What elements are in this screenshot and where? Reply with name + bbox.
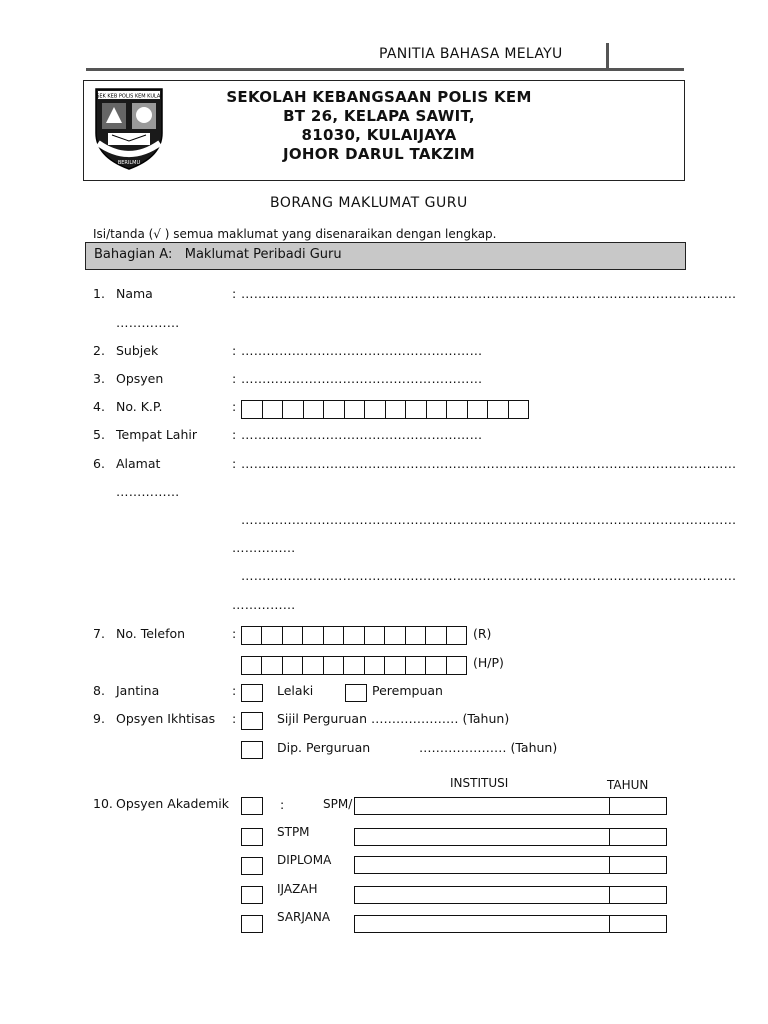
colon-ikhtisas: : bbox=[232, 711, 237, 726]
label-opsyen: Opsyen bbox=[116, 371, 164, 386]
header-divider bbox=[606, 43, 609, 71]
spm-institusi-input[interactable] bbox=[355, 798, 610, 814]
alamat-field-1[interactable]: ……………………………………………………………………………………………………… bbox=[241, 456, 737, 471]
nama-field-cont[interactable]: …………… bbox=[116, 315, 180, 330]
perempuan-checkbox[interactable] bbox=[345, 684, 367, 702]
sarjana-row[interactable] bbox=[354, 915, 667, 933]
diploma-institusi-input[interactable] bbox=[355, 857, 610, 873]
nama-field[interactable]: ……………………………………………………………………………………………………… bbox=[241, 286, 737, 301]
ijazah-checkbox[interactable] bbox=[241, 886, 263, 904]
school-address-2: 81030, KULAIJAYA bbox=[301, 126, 457, 144]
alamat-field-3[interactable]: ……………………………………………………………………………………………………… bbox=[241, 568, 737, 583]
sarjana-checkbox[interactable] bbox=[241, 915, 263, 933]
diploma-tahun-input[interactable] bbox=[610, 857, 666, 873]
school-crest-icon bbox=[92, 85, 166, 175]
dip-tahun-label: ………………… (Tahun) bbox=[419, 740, 558, 755]
nokp-cells[interactable] bbox=[241, 400, 529, 419]
diploma-label: DIPLOMA bbox=[277, 853, 332, 867]
telefon-r-label: (R) bbox=[473, 626, 492, 641]
diploma-row[interactable] bbox=[354, 856, 667, 874]
alamat-field-2[interactable]: ……………………………………………………………………………………………………… bbox=[241, 512, 737, 527]
colon-opsyen: : bbox=[232, 371, 237, 386]
num-2: 2. bbox=[93, 343, 105, 358]
alamat-field-1-cont[interactable]: …………… bbox=[116, 484, 180, 499]
stpm-checkbox[interactable] bbox=[241, 828, 263, 846]
telefon-hp-label: (H/P) bbox=[473, 655, 504, 670]
lelaki-label: Lelaki bbox=[277, 683, 314, 698]
spm-row[interactable] bbox=[354, 797, 667, 815]
label-nama: Nama bbox=[116, 286, 153, 301]
stpm-tahun-input[interactable] bbox=[610, 829, 666, 845]
crest-text: SEK KEB POLIS KEM KULAI bbox=[96, 93, 162, 100]
colon-tempat-lahir: : bbox=[232, 427, 237, 442]
telefon-hp-cells[interactable] bbox=[241, 656, 467, 675]
colon-subjek: : bbox=[232, 343, 237, 358]
ijazah-row[interactable] bbox=[354, 886, 667, 904]
school-address-1: BT 26, KELAPA SAWIT, bbox=[283, 107, 475, 125]
num-9: 9. bbox=[93, 711, 105, 726]
num-5: 5. bbox=[93, 427, 105, 442]
ijazah-tahun-input[interactable] bbox=[610, 887, 666, 903]
sarjana-label: SARJANA bbox=[277, 910, 331, 924]
colon-alamat: : bbox=[232, 456, 237, 471]
institusi-header: INSTITUSI bbox=[450, 776, 509, 790]
num-8: 8. bbox=[93, 683, 105, 698]
diploma-checkbox[interactable] bbox=[241, 857, 263, 875]
alamat-field-2-cont[interactable]: …………… bbox=[232, 540, 296, 555]
perempuan-label: Perempuan bbox=[372, 683, 443, 698]
dip-label: Dip. Perguruan bbox=[277, 740, 371, 755]
section-a-title: Bahagian A: Maklumat Peribadi Guru bbox=[94, 247, 342, 262]
subjek-field[interactable]: ………………………………………………… bbox=[241, 343, 483, 358]
stpm-row[interactable] bbox=[354, 828, 667, 846]
spm-label: SPM/ bbox=[323, 797, 353, 811]
sarjana-institusi-input[interactable] bbox=[355, 916, 610, 932]
panitia-label: PANITIA BAHASA MELAYU bbox=[379, 46, 563, 62]
label-ikhtisas: Opsyen Ikhtisas bbox=[116, 711, 216, 726]
crest-motto: BERILMU bbox=[117, 160, 141, 166]
ijazah-label: IJAZAH bbox=[277, 882, 318, 896]
school-header-box bbox=[83, 80, 685, 181]
colon-nama: : bbox=[232, 286, 237, 301]
sijil-label: Sijil Perguruan ………………… (Tahun) bbox=[277, 711, 510, 726]
tempat-lahir-field[interactable]: ………………………………………………… bbox=[241, 427, 483, 442]
lelaki-checkbox[interactable] bbox=[241, 684, 263, 702]
label-akademik: Opsyen Akademik bbox=[116, 796, 230, 811]
tahun-header: TAHUN bbox=[607, 778, 649, 792]
stpm-label: STPM bbox=[277, 825, 310, 839]
num-1: 1. bbox=[93, 286, 105, 301]
header-rule bbox=[86, 68, 684, 71]
telefon-r-cells[interactable] bbox=[241, 626, 467, 645]
alamat-field-3-cont[interactable]: …………… bbox=[232, 597, 296, 612]
spm-tahun-input[interactable] bbox=[610, 798, 666, 814]
label-tempat-lahir: Tempat Lahir bbox=[116, 427, 198, 442]
label-telefon: No. Telefon bbox=[116, 626, 186, 641]
colon-akademik: : bbox=[280, 797, 285, 812]
num-4: 4. bbox=[93, 399, 105, 414]
ijazah-institusi-input[interactable] bbox=[355, 887, 610, 903]
school-name: SEKOLAH KEBANGSAAN POLIS KEM bbox=[226, 88, 532, 106]
label-jantina: Jantina bbox=[116, 683, 160, 698]
spm-checkbox[interactable] bbox=[241, 797, 263, 815]
section-a-bar bbox=[85, 242, 686, 270]
sarjana-tahun-input[interactable] bbox=[610, 916, 666, 932]
dip-checkbox[interactable] bbox=[241, 741, 263, 759]
opsyen-field[interactable]: ………………………………………………… bbox=[241, 371, 483, 386]
num-7: 7. bbox=[93, 626, 105, 641]
label-nokp: No. K.P. bbox=[116, 399, 163, 414]
colon-telefon: : bbox=[232, 626, 237, 641]
label-alamat: Alamat bbox=[116, 456, 161, 471]
num-3: 3. bbox=[93, 371, 105, 386]
form-instruction: Isi/tanda (√ ) semua maklumat yang disenaraikan dengan lengkap. bbox=[93, 227, 497, 241]
num-6: 6. bbox=[93, 456, 105, 471]
school-address-3: JOHOR DARUL TAKZIM bbox=[282, 145, 476, 163]
form-title: BORANG MAKLUMAT GURU bbox=[270, 195, 468, 211]
stpm-institusi-input[interactable] bbox=[355, 829, 610, 845]
label-subjek: Subjek bbox=[116, 343, 159, 358]
colon-nokp: : bbox=[232, 399, 237, 414]
sijil-checkbox[interactable] bbox=[241, 712, 263, 730]
colon-jantina: : bbox=[232, 683, 237, 698]
num-10: 10. bbox=[93, 796, 113, 811]
